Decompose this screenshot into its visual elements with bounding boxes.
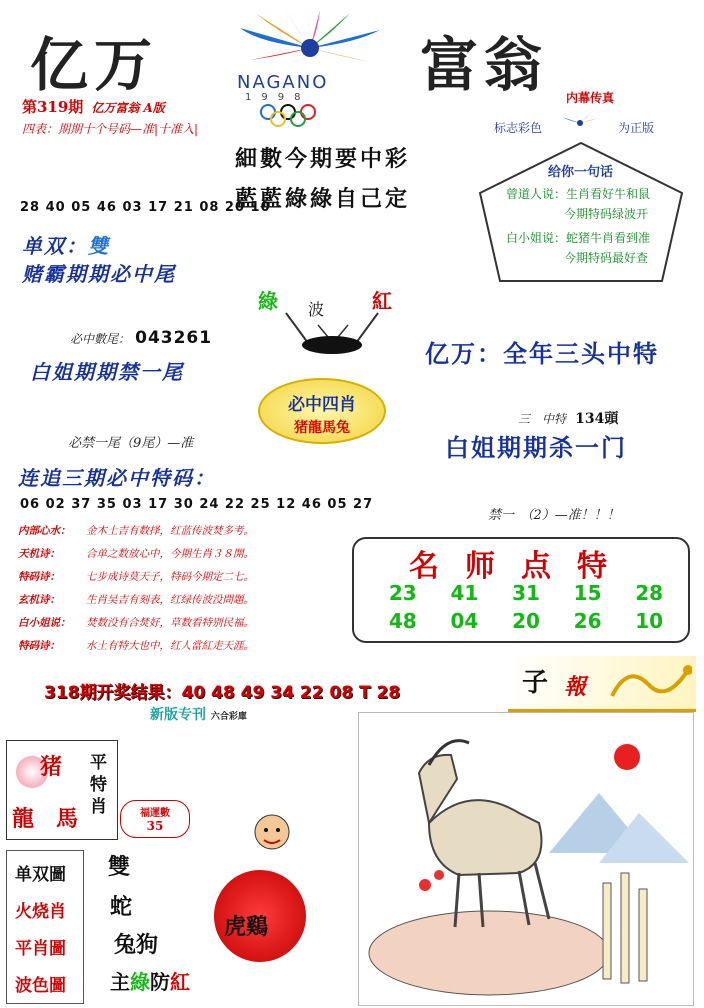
zhuankan-sub: 六合彩庫	[210, 712, 247, 722]
zodiac-left-item: 单双圖	[15, 865, 66, 885]
zodiac-panel	[2, 740, 352, 1006]
must-tail	[70, 328, 212, 348]
title-right: 富翁	[420, 31, 549, 99]
logo-year: 1998	[245, 92, 311, 103]
poem-list	[18, 520, 358, 658]
zodiac-rabbit-dog: 兔狗	[114, 932, 159, 958]
bowl-red: 紅	[372, 289, 392, 313]
subline: 四表：期期十个号码—准|十准入|	[22, 122, 199, 136]
issue-brand: 亿万富翁 A版	[91, 101, 165, 115]
zodiac-left-item: 平肖圖	[15, 939, 66, 959]
poem-row: 天机诗： 合单之数放心中，今期生肖３８開。	[18, 548, 254, 560]
insider-pentagon	[476, 85, 686, 285]
slogan-line1: 細數今期要中彩	[235, 146, 411, 172]
badge-line1: 必中四肖	[288, 395, 356, 415]
title-left: 亿万	[30, 31, 159, 99]
numbers-mid: 06 02 37 35 03 17 30 24 22 25 12 46 05 27	[20, 497, 374, 512]
forbid-tail: 必禁一尾（9尾）—准	[68, 436, 194, 451]
goat-illustration	[358, 712, 694, 1006]
master-number: 20	[512, 609, 540, 633]
kill-door: 白姐期期杀一门	[445, 433, 627, 462]
master-number: 31	[512, 581, 540, 605]
three-head	[518, 408, 618, 428]
zodiac-left-box	[6, 850, 84, 1004]
zodiac-left-item: 波色圖	[15, 976, 66, 996]
must-tail-label: 必中數尾：	[70, 332, 131, 346]
fortune-badge	[120, 800, 190, 838]
zodiac-shuang: 雙	[108, 854, 131, 880]
pentagon-line1: 曾道人说：生肖看好牛和鼠	[506, 187, 651, 201]
pentagon-line2: 今期特码绿波开	[564, 207, 649, 221]
must-tail-value: 043261	[135, 328, 213, 348]
zodiac-footer-zhu: 主	[110, 970, 130, 994]
numbers-top: 28 40 05 46 03 17 21 08 20 10	[20, 200, 271, 215]
poem-row: 特码诗： 水土有特大也中，红人當紅走天涯。	[18, 640, 254, 652]
yiwan-slogan: 亿万：全年三头中特	[425, 339, 659, 368]
olympic-rings-icon	[253, 104, 363, 128]
issue-number: 第319期 亿万富翁 A版	[22, 98, 165, 116]
master-number: 04	[450, 609, 479, 633]
poem-row: 白小姐说： 焚数没有合焚好，草数看特别民福。	[18, 617, 254, 629]
four-zodiac-badge	[258, 378, 386, 444]
three-head-value: 134頭	[575, 411, 619, 427]
zodiac-tiger-rooster: 虎鷄	[224, 914, 269, 940]
bao-label: 報	[564, 674, 587, 700]
forbid-one: 禁一 （2）—准！！！	[488, 508, 620, 523]
chase-title: 连追三期必中特码：	[18, 466, 216, 490]
draw-result: 318期开奖结果：40 48 49 34 22 08 T 28	[44, 683, 401, 703]
must-tail-sub: 白姐期期禁一尾	[30, 360, 184, 384]
dragon-ornament-icon	[608, 660, 692, 708]
bowl-middle: 波	[308, 300, 325, 319]
pentagon-right-label: 为正版	[618, 121, 655, 135]
bowl-green: 綠	[258, 289, 278, 313]
zodiac-pig: 猪	[40, 754, 63, 780]
pentagon-heading: 给你一句话	[548, 165, 614, 180]
small-logo-icon	[560, 109, 600, 139]
master-number: 23	[388, 581, 417, 605]
master-number: 28	[635, 581, 664, 605]
master-number: 10	[635, 609, 664, 633]
wave-bowl	[248, 285, 418, 360]
zodiac-vertical: 平特肖	[90, 753, 107, 817]
zodiac-snake: 蛇	[110, 894, 133, 920]
zi-label: 子	[522, 668, 549, 698]
badge-line2: 猪龍馬兔	[294, 420, 350, 436]
single-double-value: 雙	[88, 234, 110, 258]
master-number: 15	[573, 581, 602, 605]
zodiac-left-item: 火烧肖	[15, 902, 66, 922]
zi-banner	[508, 656, 696, 712]
single-double-label: 单双：	[22, 234, 88, 258]
logo-text: NAGANO	[237, 72, 329, 93]
three-head-label: 三 中特	[518, 412, 567, 426]
master-number: 26	[573, 609, 602, 633]
fortune-badge-value: 35	[146, 819, 164, 833]
zodiac-footer-fang: 防	[150, 970, 170, 994]
master-number: 41	[450, 581, 479, 605]
master-number: 48	[388, 609, 417, 633]
cartoon-boy-icon	[242, 810, 302, 870]
goat-painting-icon	[359, 713, 693, 1005]
master-picks-box	[352, 537, 690, 643]
poem-row: 玄机诗： 生肖吴吉有刻表，红绿传波没問題。	[18, 594, 254, 606]
zodiac-footer-lv: 綠	[130, 970, 150, 994]
zodiac-footer	[110, 966, 190, 995]
master-title: 名师点特	[409, 549, 633, 584]
fortune-badge-label: 福運數	[140, 808, 170, 819]
nagano-logo	[215, 8, 405, 126]
poem-row: 特码诗： 七步成诗莫天子，特码今期定二七。	[18, 571, 254, 583]
zodiac-dragon-horse: 龍 馬	[12, 806, 79, 832]
single-double	[22, 230, 110, 259]
slogan-line2: 藍藍綠綠自己定	[235, 186, 411, 212]
pentagon-top-label: 内幕传真	[566, 91, 615, 105]
single-double-sub: 赌霸期期必中尾	[22, 262, 176, 286]
pentagon-line3: 白小姐说：蛇猪牛肖看到准	[506, 231, 651, 245]
poem-row: 内部心水： 金木土吉有数择，红蓝传波焚多考。	[18, 525, 254, 537]
master-number-grid	[372, 581, 680, 633]
zhuankan-label: 新版专刊 六合彩庫	[150, 707, 247, 723]
zodiac-left-col	[15, 857, 83, 1005]
pentagon-line4: 今期特码最好查	[564, 251, 649, 265]
zodiac-footer-hong: 紅	[170, 970, 190, 994]
pentagon-left-label: 标志彩色	[494, 121, 543, 135]
